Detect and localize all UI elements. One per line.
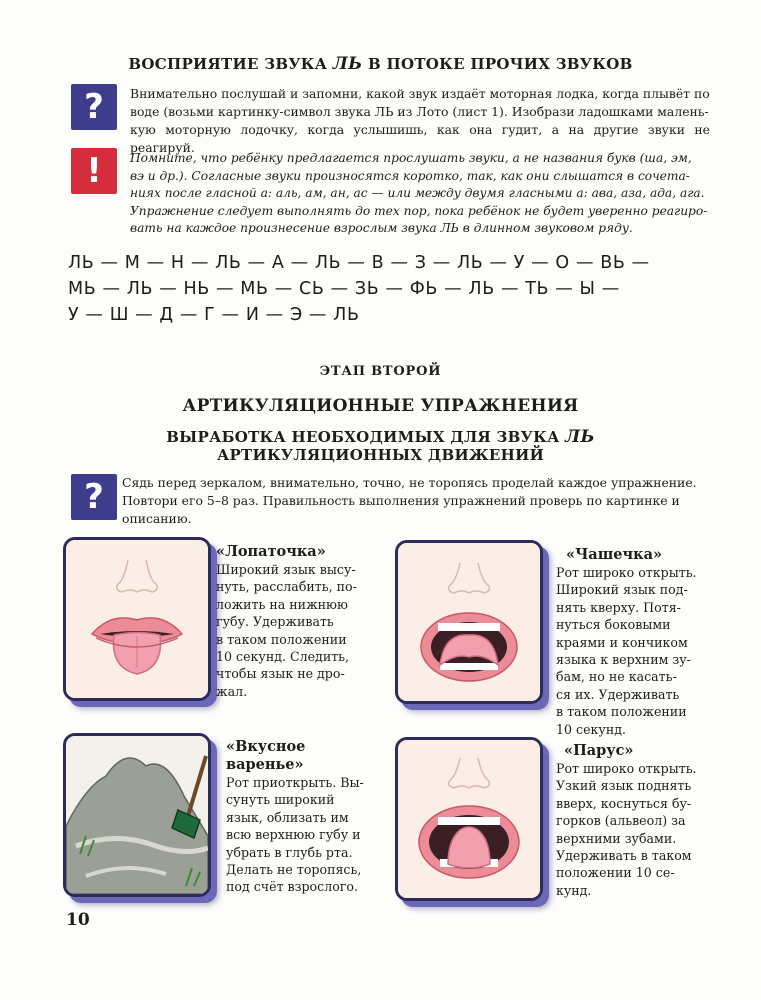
exercise-image-parus	[395, 737, 543, 901]
text-line: бам, но не касать-	[556, 669, 677, 685]
text-line: Широкий язык под-	[556, 582, 688, 598]
exercise-image-chashechka	[395, 540, 543, 704]
text-line: язык, облизать им	[226, 809, 349, 825]
text-line: воде (возьми картинку-символ звука ЛЬ из Лото (лист 1). Изобрази ладошками малень-	[130, 104, 709, 119]
text-line: Повтори его 5–8 раз. Правильность выполнения упражнений проверь по картинке и	[122, 493, 680, 508]
section-title-perception	[0, 54, 761, 74]
title-line: варенье»	[226, 756, 304, 773]
text-line: сунуть широкий	[226, 792, 335, 808]
exercise-image-varenye	[63, 733, 211, 897]
sound-sequence	[68, 250, 718, 328]
text-line: Сядь перед зеркалом, внимательно, точно, не торопясь проделай каждое упражнение.	[122, 475, 697, 490]
exercise-title: «Чашечка»	[566, 546, 663, 563]
text-line: Упражнение следует выполнять до тех пор, пока ребёнок не будет уверенно реагиро-	[130, 203, 708, 218]
exercise-lopatochka	[216, 543, 376, 700]
text-line: языка к верхним зу-	[556, 652, 691, 668]
text-line: губу. Удерживать	[216, 614, 334, 630]
sequence-line: МЬ — ЛЬ — НЬ — МЬ — СЬ — ЗЬ — ФЬ — ЛЬ — ТЬ — Ы —	[68, 279, 620, 299]
exercise-title	[226, 738, 386, 774]
exclamation-icon: !	[71, 148, 117, 194]
exercise-chashechka	[556, 546, 716, 738]
exercise-title: «Лопаточка»	[216, 543, 326, 560]
text-line: Рот приоткрыть. Вы-	[226, 775, 364, 790]
text-line: Внимательно послушай и запомни, какой звук издаёт моторная лодка, когда плывёт по	[130, 86, 710, 101]
text-line: описанию.	[122, 511, 192, 526]
text-line: жал.	[216, 683, 248, 699]
text-line: нять кверху. Потя-	[556, 599, 681, 615]
subtitle-sound: ЛЬ	[565, 427, 595, 447]
section-title-articulation: АРТИКУЛЯЦИОННЫЕ УПРАЖНЕНИЯ	[182, 396, 579, 416]
text-line: Помните, что ребёнку предлагается прослушать звуки, а не названия букв (ша, эм,	[130, 151, 692, 165]
stage-label: ЭТАП ВТОРОЙ	[319, 364, 442, 379]
text-line: в таком положении	[556, 704, 687, 720]
title-part: В ПОТОКЕ ПРОЧИХ ЗВУКОВ	[362, 55, 633, 73]
text-line: ложить на нижнюю	[216, 596, 348, 612]
text-line: Широкий язык высу-	[216, 562, 356, 577]
text-line: ся их. Удерживать	[556, 686, 680, 702]
exercise-description	[556, 564, 716, 738]
text-line: под счёт взрослого.	[226, 879, 358, 895]
text-line: Удерживать в таком	[556, 848, 692, 864]
sequence-line: У — Ш — Д — Г — И — Э — ЛЬ	[68, 305, 360, 325]
text-line: Рот широко открыть.	[556, 565, 697, 580]
text-line: нуться боковыми	[556, 617, 671, 633]
task-text-2	[122, 474, 710, 528]
exercise-description	[216, 561, 376, 700]
text-line: вверх, коснуться бу-	[556, 795, 692, 811]
exercise-title: «Парус»	[564, 742, 634, 759]
text-line: краями и кончиком	[556, 634, 688, 650]
title-sound: ЛЬ	[332, 54, 363, 74]
text-line: убрать в глубь рта.	[226, 844, 353, 860]
subtitle-part: ВЫРАБОТКА НЕОБХОДИМЫХ ДЛЯ ЗВУКА	[166, 428, 566, 446]
exercise-parus	[556, 742, 716, 899]
text-line: положении 10 се-	[556, 865, 675, 881]
exercise-description	[226, 774, 386, 896]
question-icon: ?	[71, 474, 117, 520]
text-line: Узкий язык поднять	[556, 778, 692, 794]
subtitle-part: АРТИКУЛЯЦИОННЫХ ДВИЖЕНИЙ	[216, 446, 545, 464]
text-line: Делать не торопясь,	[226, 862, 362, 878]
text-line: Рот широко открыть.	[556, 761, 697, 776]
text-line: всю верхнюю губу и	[226, 827, 361, 843]
text-line: 10 секунд.	[556, 721, 626, 737]
text-line: верхними зубами.	[556, 830, 677, 846]
section-subtitle	[0, 428, 761, 464]
text-line: 10 секунд. Следить,	[216, 649, 350, 665]
text-line: горков (альвеол) за	[556, 813, 686, 829]
text-line: нуть, расслабить, по-	[216, 579, 357, 595]
text-line: ниях после гласной а: аль, ам, ан, ас — или между двумя гласными а: ава, аза, ада, ага.	[130, 186, 705, 201]
page-number: 10	[66, 910, 90, 930]
sequence-line: ЛЬ — М — Н — ЛЬ — А — ЛЬ — В — З — ЛЬ — У — О — ВЬ —	[68, 253, 650, 273]
title-part: ВОСПРИЯТИЕ ЗВУКА	[128, 55, 333, 73]
title-line: «Вкусное	[226, 738, 306, 755]
text-line: в таком положении	[216, 631, 347, 647]
exercise-varenye	[226, 738, 386, 896]
task-text-1	[130, 85, 710, 157]
exercise-image-lopatochka	[63, 537, 211, 701]
text-line: вэ и др.). Согласные звуки произносятся коротко, так, как они слышатся в сочета-	[130, 168, 690, 183]
text-line: кую моторную лодочку, когда услышишь, как она гудит, а на другие звуки не реагируй.	[130, 122, 710, 155]
text-line: кунд.	[556, 882, 592, 898]
text-line: чтобы язык не дро-	[216, 666, 345, 682]
teacher-note	[130, 150, 710, 238]
exercise-description	[556, 760, 716, 899]
text-line: вать на каждое произнесение взрослым звука ЛЬ в длинном звуковом ряду.	[130, 221, 633, 236]
question-icon: ?	[71, 84, 117, 130]
